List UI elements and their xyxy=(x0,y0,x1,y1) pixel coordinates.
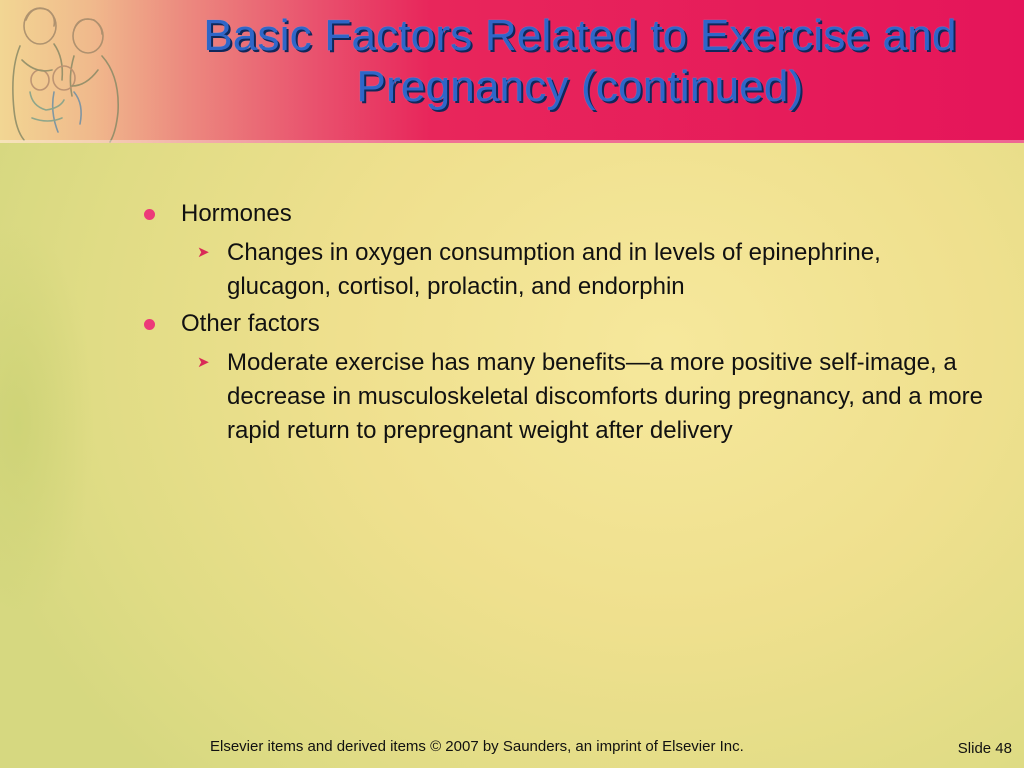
bullet-text: Hormones xyxy=(181,200,292,227)
bullet-item xyxy=(140,198,990,230)
copyright-footer: Elsevier items and derived items © 2007 by Saunders, an imprint of Elsevier Inc. xyxy=(210,738,744,755)
slide-title: Basic Factors Related to Exercise and Pregnancy (continued) xyxy=(203,11,957,112)
circle-bullet-icon xyxy=(144,319,155,330)
family-illustration-icon xyxy=(2,0,136,143)
bullet-list xyxy=(140,198,990,452)
sub-bullet-text: Moderate exercise has many benefits—a more positive self-image, a decrease in musculoskeletal discomforts during pregnancy, and a more rapid return to prepregnant weight after delivery xyxy=(227,349,983,444)
sub-bullet-text: Changes in oxygen consumption and in levels of epinephrine, glucagon, cortisol, prolactin, and endorphin xyxy=(227,239,881,300)
bullet-item xyxy=(140,308,990,340)
title-banner xyxy=(0,0,1024,143)
circle-bullet-icon xyxy=(144,209,155,220)
arrowhead-bullet-icon: ➤ xyxy=(197,354,210,371)
sub-bullet-item xyxy=(185,346,990,448)
arrowhead-bullet-icon: ➤ xyxy=(197,244,210,261)
sub-bullet-item xyxy=(185,236,990,304)
slide-number: Slide 48 xyxy=(957,740,1012,757)
bullet-text: Other factors xyxy=(181,310,320,337)
